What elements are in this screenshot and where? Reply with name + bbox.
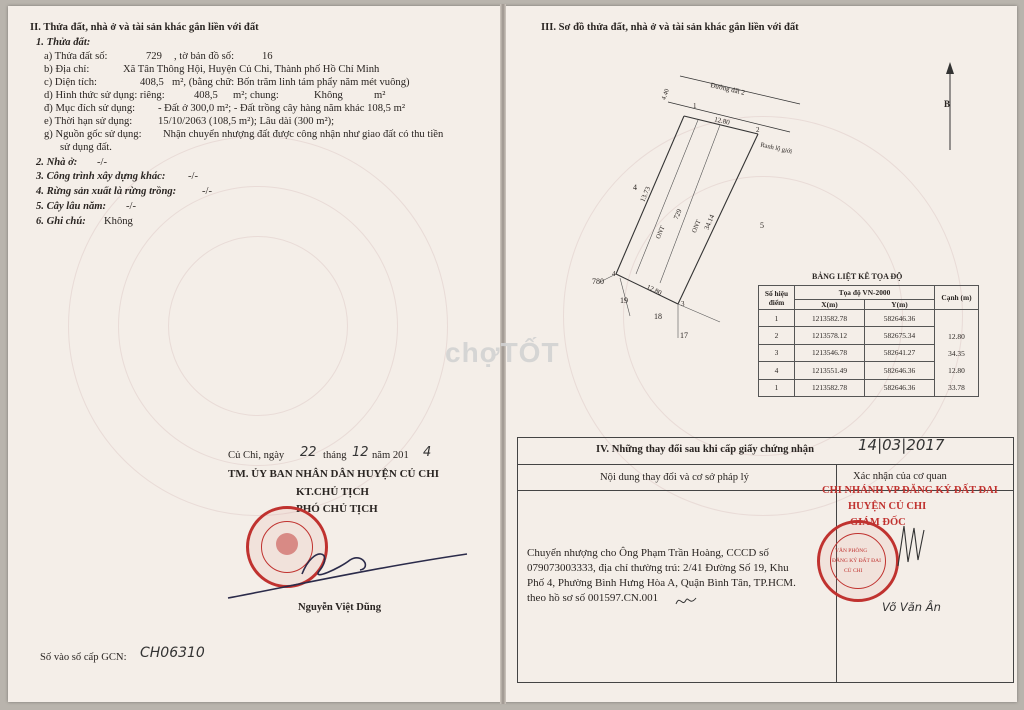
item4-label: 4. Rừng sản xuất là rừng trồng: <box>36 186 177 197</box>
edge-3: 12.80 <box>948 366 965 375</box>
usage-form-private: 408,5 <box>194 90 218 101</box>
watermark-text: chợTỐT <box>445 337 560 368</box>
purpose-label: đ) Mục đích sử dụng: <box>44 103 136 114</box>
item6-value: Không <box>104 216 133 227</box>
section-ii-title: II. Thửa đất, nhà ở và tài sản khác gắn liền với đất <box>30 22 259 33</box>
position-title: PHÓ CHỦ TỊCH <box>296 503 378 515</box>
office-line-1: CHI NHÁNH VP ĐĂNG KÝ ĐẤT ĐAI <box>822 485 998 496</box>
signature-left <box>222 538 472 608</box>
address-value: Xã Tân Thông Hội, Huyện Củ Chi, Thành phố Hồ Chí Minh <box>123 64 380 75</box>
area-words: m², (bằng chữ: Bốn trăm linh tám phẩy năm mét vuông) <box>172 77 410 88</box>
change-line-3: Phố 4, Phường Bình Hưng Hòa A, Quận Bình Tân, TP.HCM. <box>527 577 796 589</box>
point-1: 1 <box>693 102 697 110</box>
cell-y: 582646.36 <box>865 310 935 327</box>
neighbor-19: 19 <box>620 296 628 305</box>
area-label: c) Diện tích: <box>44 77 97 88</box>
changes-title: IV. Những thay đổi sau khi cấp giấy chứng nhận <box>596 444 814 455</box>
office-line-2: HUYỆN CỦ CHI <box>848 501 927 512</box>
cell-x: 1213551.49 <box>795 362 865 379</box>
neighbor-5: 5 <box>760 221 764 230</box>
cell-x: 1213582.78 <box>795 310 865 327</box>
item2-label: 2. Nhà ở: <box>36 157 78 168</box>
confirm-signer: Võ Văn Ân <box>882 600 941 614</box>
office-line-3: GIÁM ĐỐC <box>850 517 906 528</box>
cell-y: 582641.27 <box>865 344 935 361</box>
coord-col-edge: Cạnh (m) <box>935 286 979 310</box>
origin-label: g) Nguồn gốc sử dụng: <box>44 129 142 140</box>
parcel-number-diagram: 729 <box>672 207 684 221</box>
right-edge-length: 34.14 <box>702 213 717 232</box>
road-label: Đường đất 2 <box>709 81 746 97</box>
col-confirm-header: Xác nhận của cơ quan <box>853 471 947 482</box>
gcn-label: Số vào sổ cấp GCN: <box>40 652 127 663</box>
edge-1: 12.80 <box>948 332 965 341</box>
section-iii-title: III. Sơ đồ thửa đất, nhà ở và tài sản khác gắn liền với đất <box>541 22 799 33</box>
parcel-number-label: a) Thửa đất số: <box>44 51 108 62</box>
cell-point: 1 <box>759 379 795 396</box>
land-use-left: ONT <box>654 224 667 241</box>
edge-2: 34.35 <box>948 349 965 358</box>
bottom-edge-length: 12.80 <box>645 283 663 298</box>
coord-table <box>758 285 979 397</box>
map-sheet-label: , tờ bản đồ số: <box>174 51 235 62</box>
col-content-header: Nội dung thay đổi và cơ sở pháp lý <box>600 472 749 483</box>
signer-name: Nguyễn Việt Dũng <box>298 602 381 613</box>
item6-label: 6. Ghi chú: <box>36 216 86 227</box>
land-use-right: ONT <box>690 218 703 235</box>
item5-label: 5. Cây lâu năm: <box>36 201 107 212</box>
left-edge-length: 13.73 <box>638 185 653 204</box>
coord-col-point: Số hiệu điểm <box>759 286 795 310</box>
item3-label: 3. Công trình xây dựng khác: <box>36 171 166 182</box>
point-4: 4 <box>612 270 616 278</box>
gcn-value: CH06310 <box>140 645 205 661</box>
term-label: e) Thời hạn sử dụng: <box>44 116 133 127</box>
signature-right-mark <box>892 522 932 572</box>
seal-text-1: VĂN PHÒNG <box>835 548 868 554</box>
usage-form-label: d) Hình thức sử dụng: riêng: <box>44 90 165 101</box>
north-label: B <box>944 99 951 109</box>
address-label: b) Địa chỉ: <box>44 64 90 75</box>
origin-value-1: Nhận chuyển nhượng đất được công nhận như giao đất có thu tiền <box>163 129 444 140</box>
purpose-value: - Đất ở 300,0 m²; - Đất trồng cây hàng năm khác 108,5 m² <box>158 103 406 114</box>
coord-col-x: X(m) <box>795 300 865 310</box>
cell-point: 2 <box>759 327 795 344</box>
kt-title: KT.CHỦ TỊCH <box>296 486 369 498</box>
area-value: 408,5 <box>140 77 164 88</box>
coord-col-y: Y(m) <box>865 300 935 310</box>
date-month: 12 <box>352 445 369 460</box>
item5-value: -/- <box>126 201 136 212</box>
road-width: 4.40 <box>660 87 671 102</box>
term-value: 15/10/2063 (108,5 m²); Lâu dài (300 m²); <box>158 116 335 127</box>
origin-value-2: sử dụng đất. <box>60 142 112 153</box>
usage-form-common-label: m²; chung: <box>233 90 279 101</box>
authority: TM. ỦY BAN NHÂN DÂN HUYỆN CỦ CHI <box>228 468 440 480</box>
cell-y: 582675.34 <box>865 327 935 344</box>
cell-y: 582646.36 <box>865 362 935 379</box>
usage-form-common-value: Không <box>314 90 343 101</box>
date-month-label: tháng <box>323 450 347 461</box>
initials-mark <box>674 592 700 610</box>
cell-edges <box>935 310 979 397</box>
usage-form-unit: m² <box>374 90 386 101</box>
cell-x: 1213546.78 <box>795 344 865 361</box>
date-day: 22 <box>300 445 317 460</box>
neighbor-18: 18 <box>654 312 662 321</box>
cell-point: 4 <box>759 362 795 379</box>
point-2: 2 <box>756 126 760 134</box>
point-3: 3 <box>681 300 685 308</box>
item4-value: -/- <box>202 186 212 197</box>
watermark <box>445 337 560 369</box>
edge-4: 33.78 <box>948 383 965 392</box>
seal-text-2: ĐĂNG KÝ ĐẤT ĐAI <box>832 558 881 564</box>
item1-title: 1. Thửa đất: <box>36 37 91 48</box>
date-year-label: năm 201 <box>372 450 409 461</box>
item3-value: -/- <box>188 171 198 182</box>
cell-x: 1213578.12 <box>795 327 865 344</box>
registration-seal <box>817 520 899 602</box>
seal-text-3: CỦ CHI <box>844 568 863 574</box>
coord-table-title: BẢNG LIỆT KÊ TỌA ĐỘ <box>812 272 903 281</box>
map-sheet-value: 16 <box>262 51 273 62</box>
change-line-2: 079073003333, địa chỉ thường trú: 2/41 Đường Số 19, Khu <box>527 562 789 574</box>
cell-point: 1 <box>759 310 795 327</box>
parcel-number-value: 729 <box>146 51 162 62</box>
change-line-1: Chuyển nhượng cho Ông Phạm Trần Hoàng, CCCD số <box>527 547 769 559</box>
cell-point: 3 <box>759 344 795 361</box>
date-prefix: Củ Chi, ngày <box>228 450 285 461</box>
changes-date: 14|03|2017 <box>858 436 945 454</box>
coord-col-coord: Tọa độ VN-2000 <box>795 286 935 300</box>
top-edge-length: 12.80 <box>713 115 731 127</box>
cell-y: 582646.36 <box>865 379 935 396</box>
neighbor-780: 780 <box>592 277 604 286</box>
neighbor-4: 4 <box>633 183 637 192</box>
table-row <box>759 310 979 327</box>
change-line-4: theo hồ sơ số 001597.CN.001 <box>527 592 659 604</box>
date-year-digit: 4 <box>423 445 432 460</box>
cell-x: 1213582.78 <box>795 379 865 396</box>
neighbor-17: 17 <box>680 331 688 340</box>
item2-value: -/- <box>97 157 107 168</box>
boundary-label: Ranh lộ giới <box>759 141 793 156</box>
